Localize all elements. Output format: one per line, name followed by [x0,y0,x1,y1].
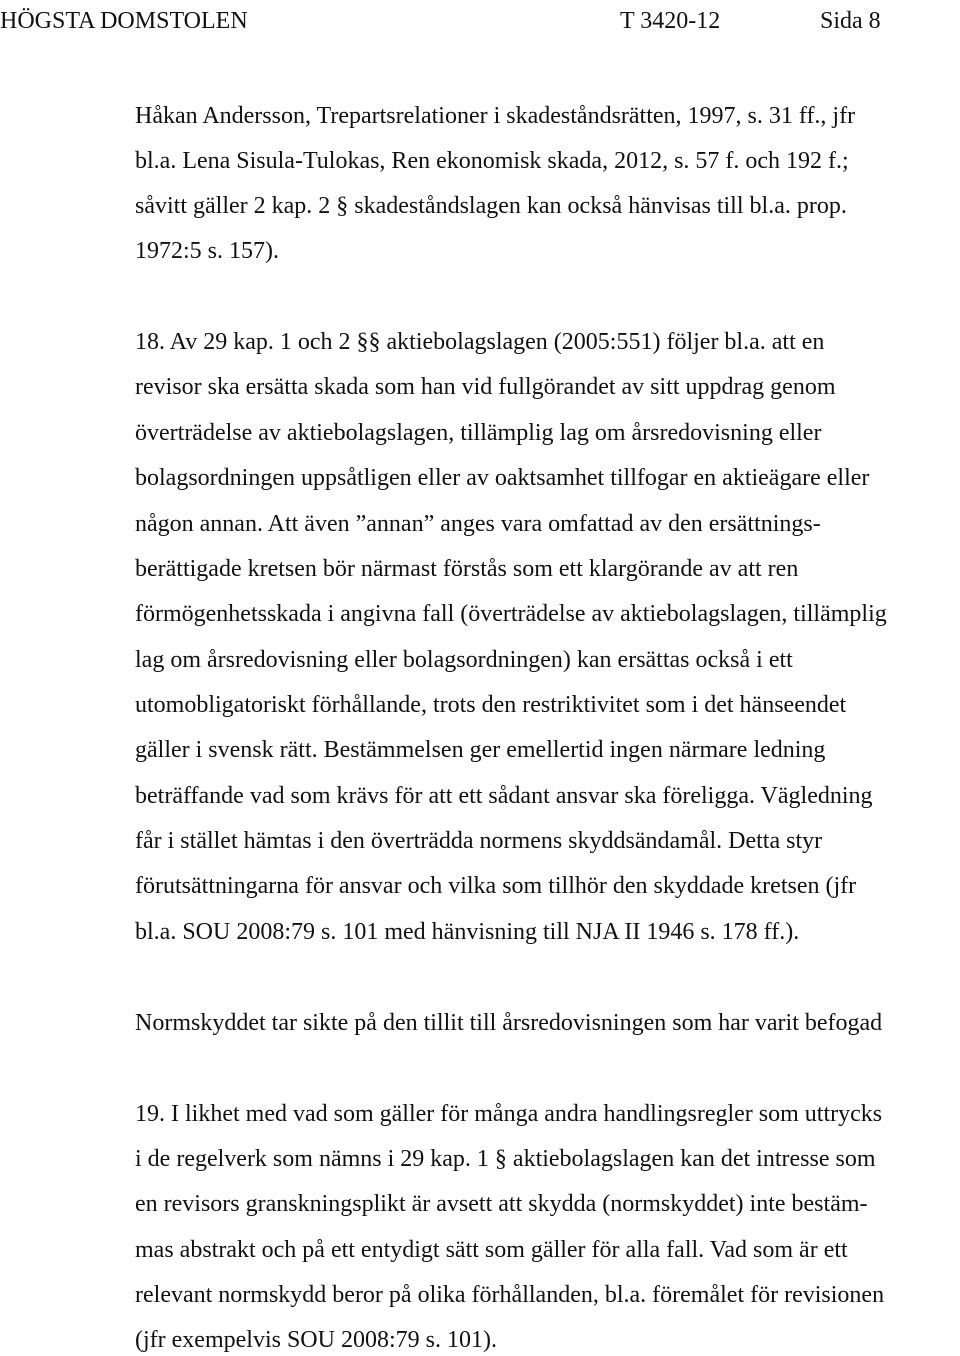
page-header [0,4,960,38]
text-line: mas abstrakt och på ett entydigt sätt som gäller för alla fall. Vad som är ett [135,1237,848,1263]
text-line: bl.a. Lena Sisula-Tulokas, Ren ekonomisk skada, 2012, s. 57 f. och 192 f.; [135,148,849,174]
text-line: förutsättningarna för ansvar och vilka som tillhör den skyddade kretsen (jfr [135,873,857,899]
court-name: HÖGSTA DOMSTOLEN [0,8,248,34]
text-line: beträffande vad som krävs för att ett sådant ansvar ska föreligga. Vägledning [135,783,873,809]
text-line: 1972:5 s. 157). [135,238,279,264]
text-line: Håkan Andersson, Trepartsrelationer i skadeståndsrätten, 1997, s. 31 ff., jfr [135,103,856,129]
text-line: 19. I likhet med vad som gäller för många andra handlingsregler som uttrycks [135,1101,883,1127]
text-line: 18. Av 29 kap. 1 och 2 §§ aktiebolagslagen (2005:551) följer bl.a. att en [135,329,825,355]
text-line: någon annan. Att även ”annan” anges vara omfattad av den ersättnings- [135,511,821,537]
text-line: berättigade kretsen bör närmast förstås som ett klargörande av att ren [135,556,799,582]
text-line: förmögenhetsskada i angivna fall (överträdelse av aktiebolagslagen, tillämplig [135,601,887,627]
text-line: bolagsordningen uppsåtligen eller av oaktsamhet tillfogar en aktieägare eller [135,465,870,491]
text-line: relevant normskydd beror på olika förhållanden, bl.a. föremålet för revisionen [135,1282,885,1308]
page-number: Sida 8 [820,8,881,34]
text-line: revisor ska ersätta skada som han vid fullgörandet av sitt uppdrag genom [135,374,836,400]
text-line: såvitt gäller 2 kap. 2 § skadeståndslagen kan också hänvisas till bl.a. prop. [135,193,847,219]
text-line: en revisors granskningsplikt är avsett att skydda (normskyddet) inte bestäm- [135,1191,868,1217]
text-line: gäller i svensk rätt. Bestämmelsen ger emellertid ingen närmare ledning [135,737,826,763]
text-line: i de regelverk som nämns i 29 kap. 1 § aktiebolagslagen kan det intresse som [135,1146,876,1172]
case-number: T 3420-12 [620,8,721,34]
text-line: överträdelse av aktiebolagslagen, tillämplig lag om årsredovisning eller [135,420,822,446]
text-line: utomobligatoriskt förhållande, trots den restriktivitet som i det hänseendet [135,692,847,718]
text-line: lag om årsredovisning eller bolagsordningen) kan ersättas också i ett [135,647,793,673]
subheading-text: Normskyddet tar sikte på den tillit till årsredovisningen som har varit befogad [135,1010,883,1036]
text-line: får i stället hämtas i den överträdda normens skyddsändamål. Detta styr [135,828,823,854]
text-line: (jfr exempelvis SOU 2008:79 s. 101). [135,1327,497,1353]
text-line: bl.a. SOU 2008:79 s. 101 med hänvisning till NJA II 1946 s. 178 ff.). [135,919,800,945]
